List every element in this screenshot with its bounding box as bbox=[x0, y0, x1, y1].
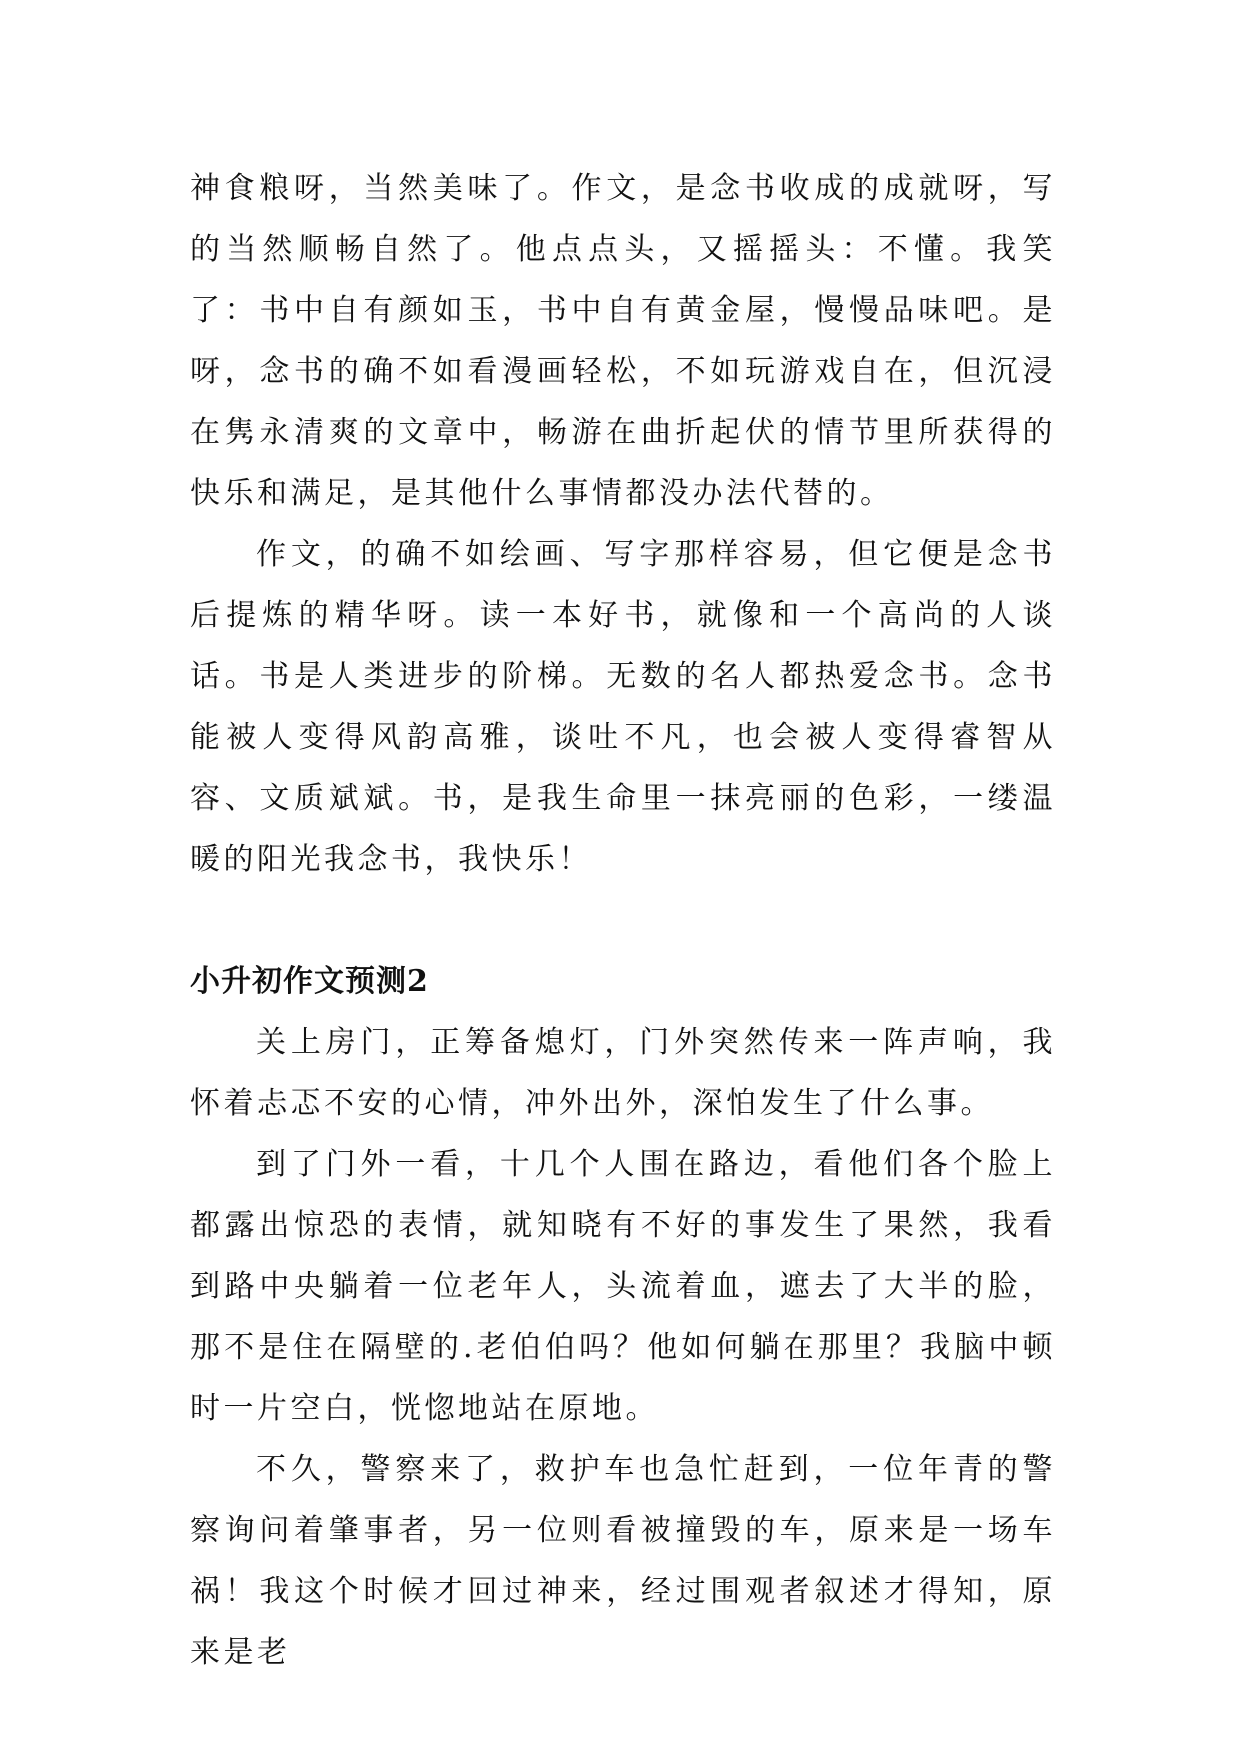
document-page bbox=[190, 158, 1056, 1683]
paragraph: 作文，的确不如绘画、写字那样容易，但它便是念书后提炼的精华呀。读一本好书，就像和一个高尚的人谈话。书是人类进步的阶梯。无数的名人都热爱念书。念书能被人变得风韵高雅，谈吐不凡，也会被人变得睿智从容、文质斌斌。书，是我生命里一抹亮丽的色彩，一缕温暖的阳光我念书，我快乐！ bbox=[190, 537, 1056, 877]
paragraph: 到了门外一看，十几个人围在路边，看他们各个脸上都露出惊恐的表情，就知晓有不好的事发生了果然，我看到路中央躺着一位老年人，头流着血，遮去了大半的脸，那不是住在隔壁的.老伯伯吗？他如何躺在那里？我脑中顿时一片空白，恍惚地站在原地。 bbox=[190, 1147, 1056, 1426]
paragraph-continued: 神食粮呀，当然美味了。作文，是念书收成的成就呀，写的当然顺畅自然了。他点点头，又摇摇头：不懂。我笑了：书中自有颜如玉，书中自有黄金屋，慢慢品味吧。是呀，念书的确不如看漫画轻松，不如玩游戏自在，但沉浸在隽永清爽的文章中，畅游在曲折起伏的情节里所获得的快乐和满足，是其他什么事情都没办法代替的。 bbox=[190, 171, 1056, 511]
section-title: 小升初作文预测2 bbox=[190, 964, 429, 999]
paragraph: 关上房门，正筹备熄灯，门外突然传来一阵声响，我怀着忐忑不安的心情，冲外出外，深怕发生了什么事。 bbox=[190, 1025, 1056, 1121]
section-gap bbox=[190, 890, 1056, 951]
paragraph: 不久，警察来了，救护车也急忙赶到，一位年青的警察询问着肇事者，另一位则看被撞毁的车，原来是一场车祸！我这个时候才回过神来，经过围观者叙述才得知，原来是老 bbox=[190, 1452, 1056, 1670]
